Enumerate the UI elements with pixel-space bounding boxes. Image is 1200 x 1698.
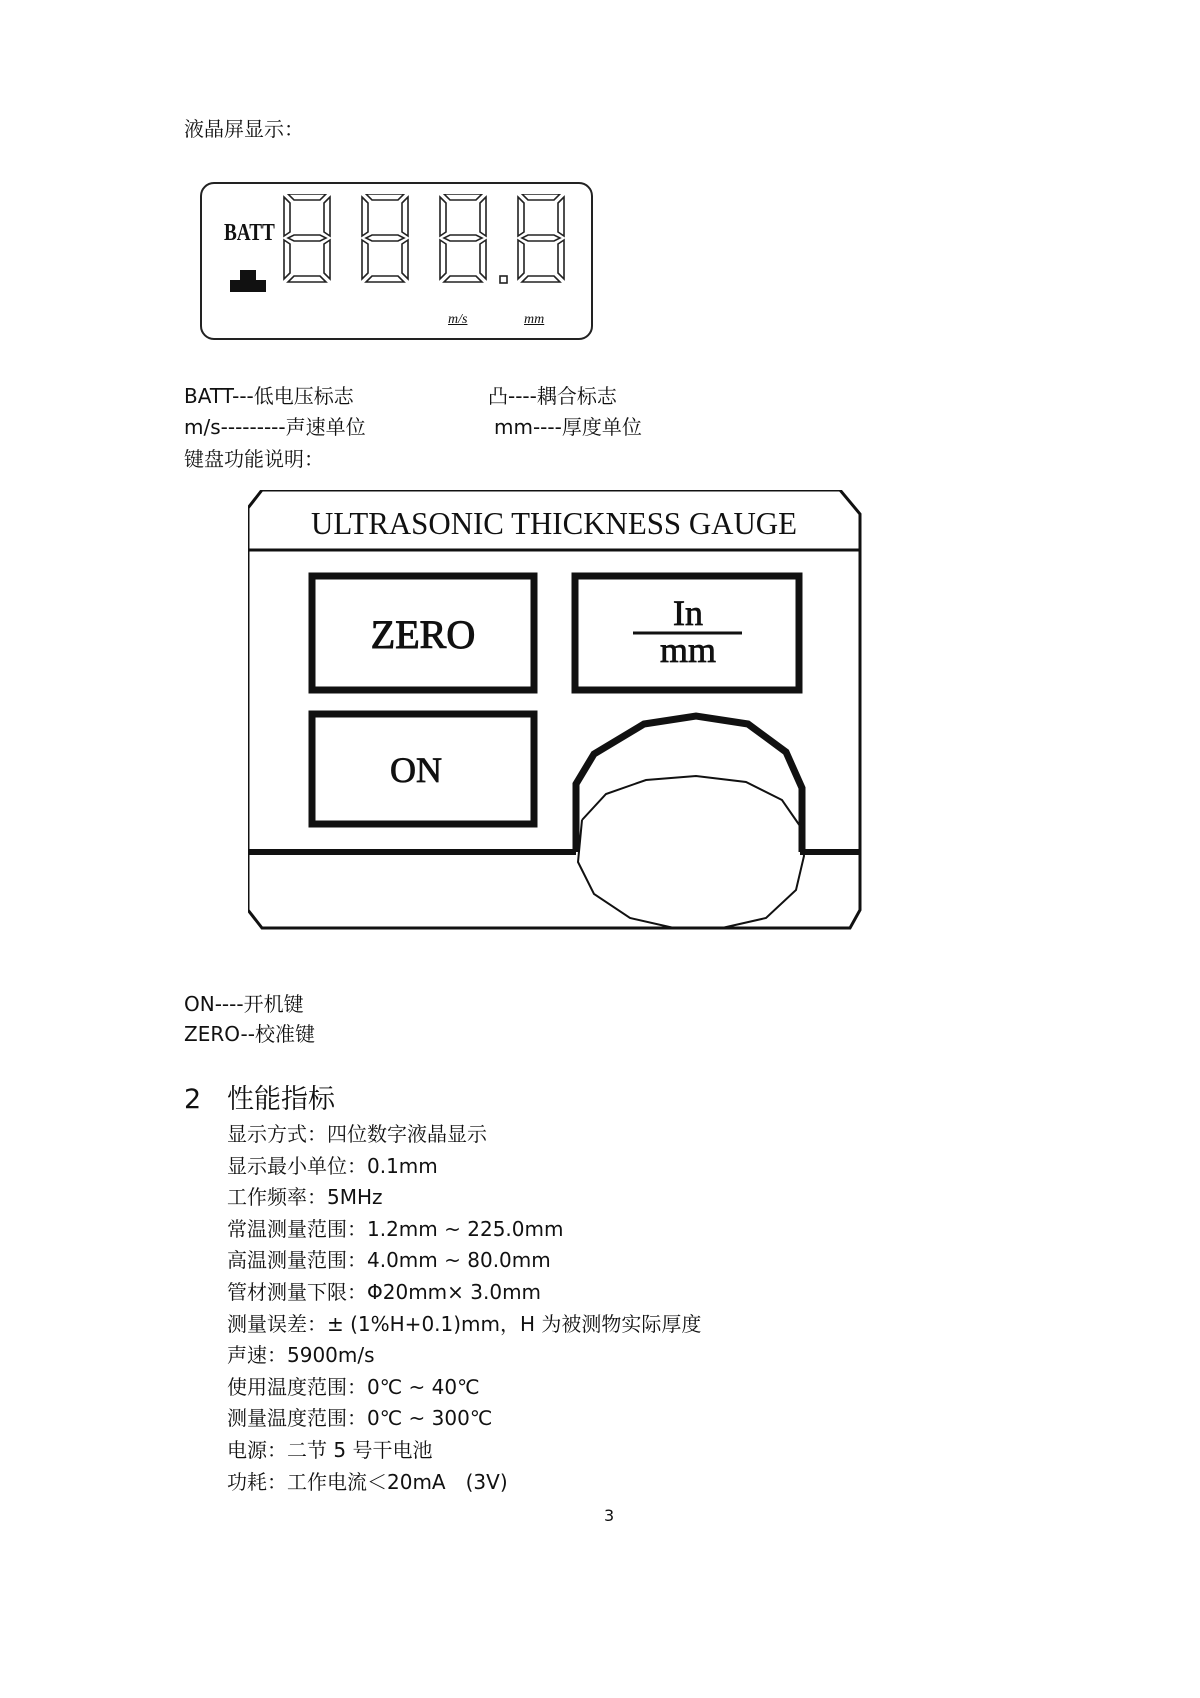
on-key-illustration xyxy=(312,714,534,824)
spec-item: 功耗：工作电流＜20mA (3V) xyxy=(227,1469,508,1494)
spec-item: 声速：5900m/s xyxy=(227,1343,375,1368)
section-title: 性能指标 xyxy=(227,1084,335,1115)
key-zero-desc: ZERO--校准键 xyxy=(184,1022,315,1046)
legend-mm: mm----厚度单位 xyxy=(494,415,642,439)
lcd-digit xyxy=(362,194,408,282)
coupling-icon xyxy=(230,270,270,294)
lcd-section-title: 液晶屏显示： xyxy=(184,117,304,141)
in-label: In xyxy=(673,593,703,633)
legend-ms: m/s---------声速单位 xyxy=(184,415,366,439)
spec-list xyxy=(227,1122,701,1501)
section-number: 2 xyxy=(184,1084,202,1115)
lcd-digit xyxy=(284,194,330,282)
lcd-batt-label: BATT xyxy=(224,220,275,246)
spec-item: 显示最小单位：0.1mm xyxy=(227,1153,438,1178)
zero-key-label: ZERO xyxy=(370,612,476,657)
spec-item: 电源：二节 5 号干电池 xyxy=(227,1437,433,1462)
spec-item: 工作频率：5MHz xyxy=(227,1185,383,1210)
lcd-digit xyxy=(440,194,486,282)
spec-item: 显示方式：四位数字液晶显示 xyxy=(227,1122,487,1146)
gauge-panel xyxy=(248,490,868,930)
page-number: 3 xyxy=(604,1506,615,1525)
gauge-title: ULTRASONIC THICKNESS GAUGE xyxy=(311,505,797,541)
unit-key-illustration xyxy=(575,576,799,690)
lcd-digit xyxy=(518,194,564,282)
spec-item: 管材测量下限：Φ20mm× 3.0mm xyxy=(227,1279,542,1304)
keyboard-title: 键盘功能说明： xyxy=(184,447,324,471)
legend-couple: 凸----耦合标志 xyxy=(488,384,617,408)
on-key-label: ON xyxy=(390,750,442,790)
mm-label: mm xyxy=(659,630,717,670)
lcd-digits xyxy=(280,194,580,294)
key-on-desc: ON----开机键 xyxy=(184,992,304,1016)
lcd-decimal-point xyxy=(500,276,507,283)
legend-batt: BATT---低电压标志 xyxy=(184,384,354,408)
lcd-unit-mm: mm xyxy=(524,312,545,327)
lcd-unit-ms: m/s xyxy=(448,312,468,327)
spec-item: 常温测量范围：1.2mm ~ 225.0mm xyxy=(227,1216,564,1241)
lcd-display xyxy=(200,182,593,340)
spec-item: 测量误差：± (1%H+0.1)mm，H 为被测物实际厚度 xyxy=(227,1311,702,1336)
spec-item: 高温测量范围：4.0mm ~ 80.0mm xyxy=(227,1248,551,1273)
spec-item: 测量温度范围：0℃ ~ 300℃ xyxy=(227,1406,493,1431)
zero-key-illustration xyxy=(312,576,534,690)
spec-item: 使用温度范围：0℃ ~ 40℃ xyxy=(227,1374,480,1399)
